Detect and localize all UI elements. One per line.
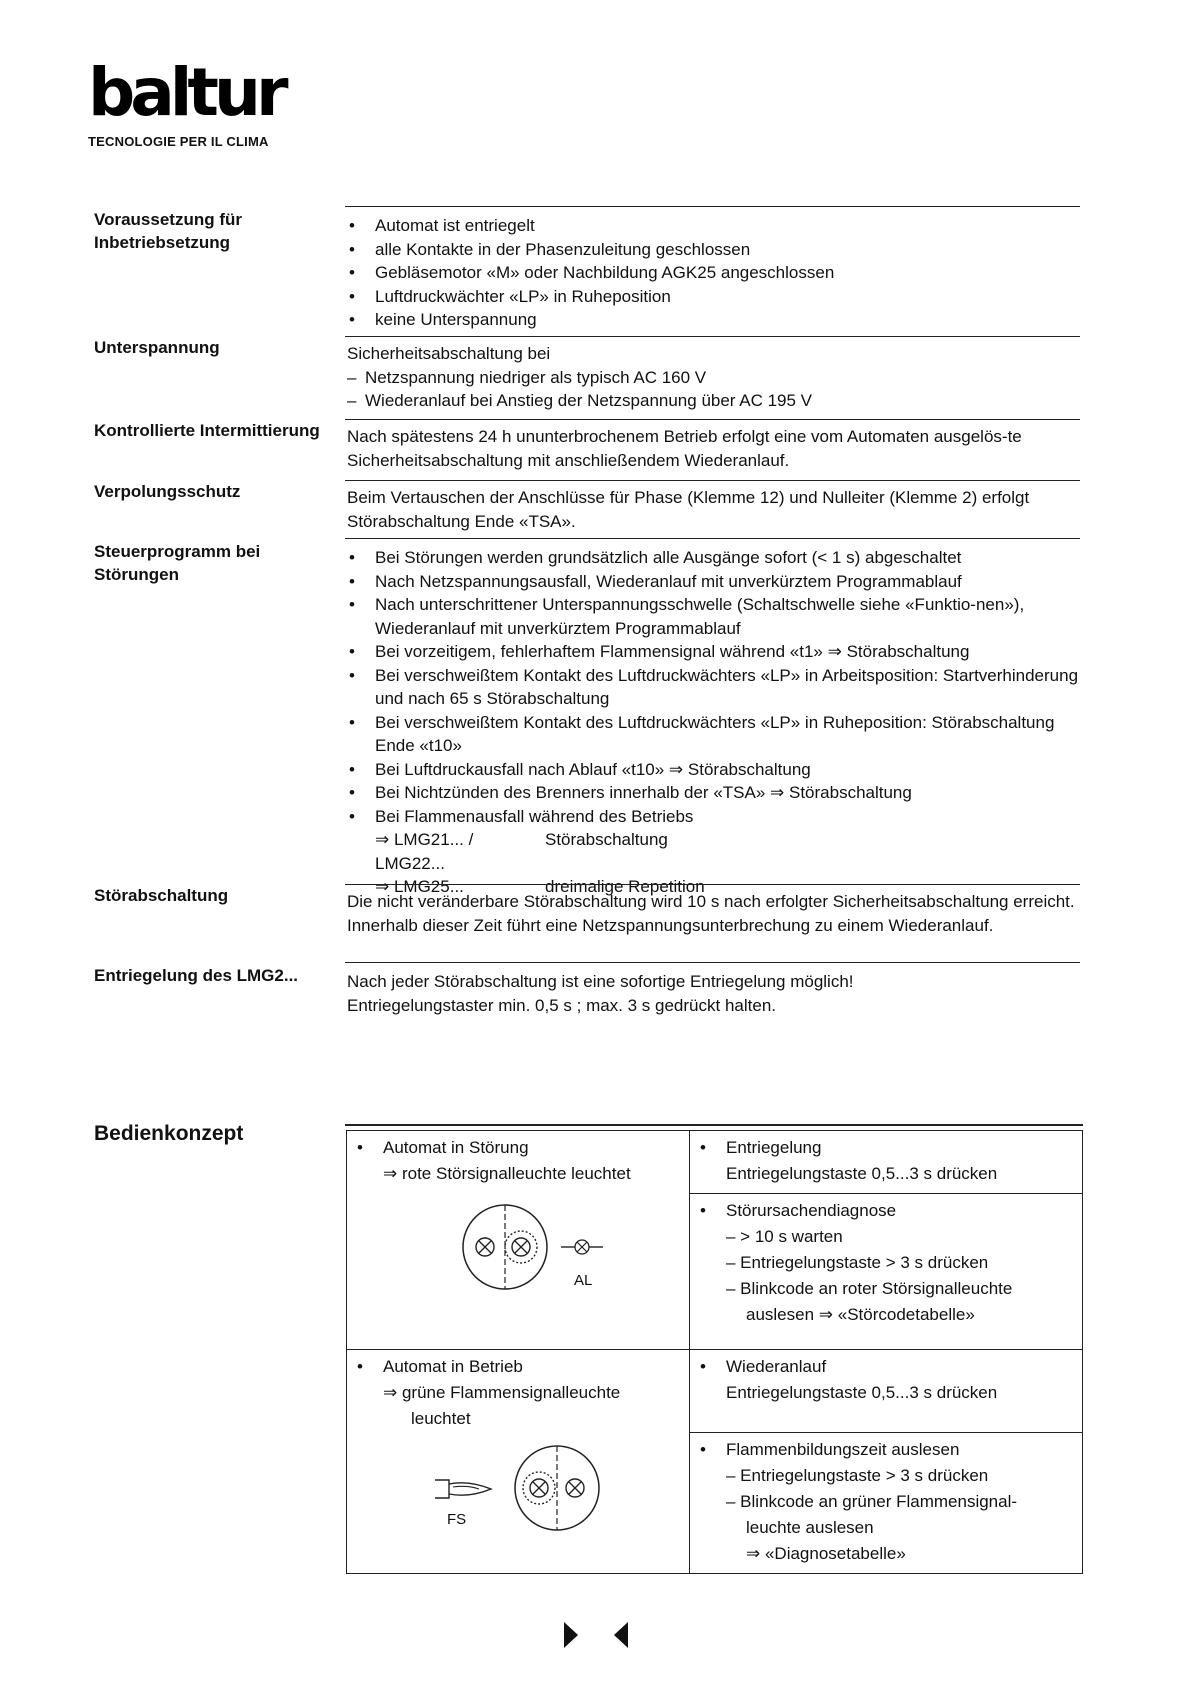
cell-head: • Entriegelung [698,1135,1074,1161]
rule [345,1124,1083,1126]
red-lamp-icon [443,1199,643,1299]
list-item: • Bei vorzeitigem, fehlerhaftem Flammensignal während «t1» ⇒ Störabschaltung [347,640,1087,664]
cell-line: – Entriegelungstaste > 3 s drücken [726,1253,989,1272]
lmg21-line [347,828,1087,875]
bedienkonzept-title: Bedienkonzept [94,1122,244,1145]
cell-wiederanlauf [690,1350,1083,1433]
list-item: • Bei Luftdruckausfall nach Ablauf «t10» ⇒ Störabschaltung [347,758,1087,782]
prev-arrow-icon [614,1622,628,1648]
label-entriegelung: Entriegelung des LMG2... [94,966,299,985]
rule [345,419,1080,420]
list-item: • Gebläsemotor «M» oder Nachbildung AGK25 angeschlossen [347,261,1087,285]
section-entriegelung [347,970,1087,1017]
cell-diagnose [690,1194,1083,1350]
label-verpolungsschutz: Verpolungsschutz [94,482,241,501]
section-verpolungsschutz [347,486,1087,533]
label-voraussetzung: Voraussetzung für Inbetriebsetzung [94,210,242,252]
rule [345,884,1080,885]
lmg21-model: ⇒ LMG21... / LMG22... [375,830,474,873]
brand-tagline: TECNOLOGIE PER IL CLIMA [88,134,269,149]
list-item: • Bei verschweißtem Kontakt des Luftdruckwächters «LP» in Ruheposition: Störabschaltung Ende «t10» [347,711,1087,758]
rule [345,962,1080,963]
section-steuerprogramm [347,546,1087,899]
list-item: • Bei verschweißtem Kontakt des Luftdruckwächters «LP» in Arbeitsposition: Startverhinderung und nach 65 s Störabschaltung [347,664,1087,711]
label-unterspannung: Unterspannung [94,338,220,357]
label-stoerabschaltung: Störabschaltung [94,886,229,905]
brand-logo: baltur [88,54,284,131]
rule [345,480,1080,481]
lmg25-result: dreimalige Repetition [545,877,705,896]
section-text: Nach jeder Störabschaltung ist eine sofortige Entriegelung möglich! [347,972,854,991]
cell-head: • Störursachendiagnose [698,1198,1074,1224]
cell-line: – > 10 s warten [726,1227,843,1246]
cell-line: – Blinkcode an roter Störsignalleuchte [726,1279,1013,1298]
section-text: Innerhalb dieser Zeit führt eine Netzspannungsunterbrechung zu einem Wiederanlauf. [347,915,994,935]
lmg25-model: ⇒ LMG25... [375,877,464,896]
section-stoerabschaltung [347,890,1087,937]
page-nav-arrows [562,1620,632,1650]
flame-lamp-icon [425,1440,635,1540]
list-item: • Nach unterschrittener Unterspannungsschwelle (Schaltschwelle siehe «Funktio-nen»), Wiederanlauf mit unverkürztem Programmablauf [347,593,1087,640]
cell-automat-betrieb [347,1350,690,1574]
cell-entriegelung [690,1131,1083,1194]
section-text: Beim Vertauschen der Anschlüsse für Phase (Klemme 12) und Nulleiter (Klemme 2) erfolgt Störabschaltung Ende «TSA». [347,488,1030,531]
cell-head: • Wiederanlauf [698,1354,1074,1380]
list-item: • alle Kontakte in der Phasenzuleitung geschlossen [347,238,1087,262]
section-unterspannung [347,342,1087,413]
cell-head: • Automat in Störung [355,1135,681,1161]
cell-line: – Entriegelungstaste > 3 s drücken [726,1466,989,1485]
cell-line: – Blinkcode an grüner Flammensignal- [726,1492,1018,1511]
list-item: • Automat ist entriegelt [347,214,1087,238]
cell-sub: Entriegelungstaste 0,5...3 s drücken [726,1164,998,1183]
section-voraussetzung [347,214,1087,332]
cell-line: auslesen ⇒ «Störcodetabelle» [746,1305,975,1324]
cell-flammenbildung [690,1433,1083,1574]
list-item: – Netzspannung niedriger als typisch AC 160 V [347,366,1087,390]
cell-automat-stoerung [347,1131,690,1350]
next-arrow-icon [564,1622,578,1648]
list-item: • Luftdruckwächter «LP» in Ruheposition [347,285,1087,309]
list-item: • Bei Störungen werden grundsätzlich alle Ausgänge sofort (< 1 s) abgeschaltet [347,546,1087,570]
cell-sub: ⇒ rote Störsignalleuchte leuchtet [383,1164,631,1183]
rule-top [345,206,1080,207]
label-steuerprogramm: Steuerprogramm bei Störungen [94,542,261,584]
rule [345,538,1080,539]
list-item: • Bei Nichtzünden des Brenners innerhalb der «TSA» ⇒ Störabschaltung [347,781,1087,805]
list-item: • Nach Netzspannungsausfall, Wiederanlauf mit unverkürztem Programmablauf [347,570,1087,594]
fs-label: FS [447,1511,467,1528]
section-intermittierung [347,425,1087,472]
list-item: • Bei Flammenausfall während des Betriebs [347,805,1087,829]
label-intermittierung: Kontrollierte Intermittierung [94,421,320,440]
list-item: – Wiederanlauf bei Anstieg der Netzspannung über AC 195 V [347,389,1087,413]
cell-sub: ⇒ grüne Flammensignalleuchte [383,1383,621,1402]
section-text: Die nicht veränderbare Störabschaltung wird 10 s nach erfolgter Sicherheitsabschaltung erreicht. [347,892,1075,911]
cell-line: leuchte auslesen [746,1518,874,1537]
cell-line: ⇒ «Diagnosetabelle» [746,1544,906,1563]
rule [345,336,1080,337]
section-text: Nach spätestens 24 h ununterbrochenem Betrieb erfolgt eine vom Automaten ausgelös-te Sicherheitsabschaltung mit anschließendem Wiederanlauf. [347,427,1022,470]
cell-head: • Automat in Betrieb [355,1354,681,1380]
cell-sub: Entriegelungstaste 0,5...3 s drücken [726,1383,998,1402]
section-text: Entriegelungstaster min. 0,5 s ; max. 3 s gedrückt halten. [347,995,776,1015]
cell-sub: leuchtet [411,1409,471,1428]
lmg21-result: Störabschaltung [545,830,668,849]
bedienkonzept-table [346,1130,1083,1574]
list-item: • keine Unterspannung [347,308,1087,332]
section-intro: Sicherheitsabschaltung bei [347,344,551,363]
cell-head: • Flammenbildungszeit auslesen [698,1437,1074,1463]
al-label: AL [574,1272,593,1289]
